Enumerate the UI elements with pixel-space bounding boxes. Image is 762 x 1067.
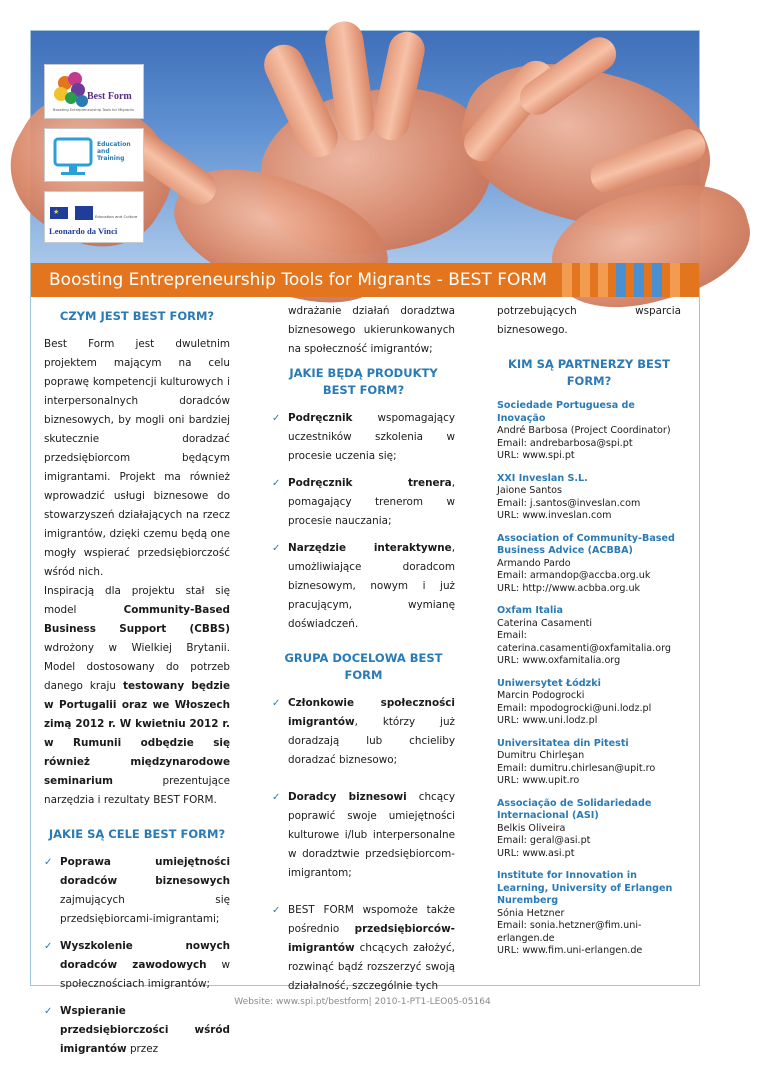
best-form-logo-name: Best Form: [87, 91, 132, 102]
partner-detail[interactable]: URL: www.oxfamitalia.org: [497, 655, 621, 666]
cbbs-model: Community-Based Business Support (CBBS): [44, 604, 230, 635]
partner-entry: [497, 400, 681, 463]
goals-continuation: wdrażanie działań doradztwa biznesowego ukierunkowanych na społeczność imigrantów;: [288, 305, 455, 355]
partner-name: Institute for Innovation in Learning, University of Erlangen Nuremberg: [497, 870, 673, 906]
partner-entry: [497, 678, 681, 728]
column-1: [44, 302, 230, 1067]
best-form-logo: [44, 64, 144, 119]
partner-name: Uniwersytet Łódzki: [497, 677, 601, 689]
partner-detail[interactable]: Email: sonia.hetzner@fim.uni-erlangen.de: [497, 920, 642, 944]
partner-detail[interactable]: URL: www.uni.lodz.pl: [497, 715, 598, 726]
partner-entry: [497, 798, 681, 861]
partner-detail[interactable]: URL: www.spi.pt: [497, 450, 575, 461]
partner-name: Associação de Solidariedade Internacional (ASI): [497, 797, 652, 821]
leonardo-logo: [44, 191, 144, 243]
partner-detail: Belkis Oliveira: [497, 822, 566, 834]
target-list: [272, 694, 455, 996]
list-item: ✓ Wyszkolenie nowych doradców zawodowych w społecznościach imigrantów;: [44, 937, 230, 994]
partner-detail[interactable]: URL: http://www.acbba.org.uk: [497, 582, 641, 594]
heading-goals: JAKIE SĄ CELE BEST FORM?: [48, 827, 226, 841]
partner-detail[interactable]: Email: armandop@accba.org.uk: [497, 570, 651, 581]
list-item: ✓ Podręcznik trenera, pomagający trenerom w procesie nauczania;: [272, 474, 455, 531]
column-3: [497, 302, 681, 968]
heading-what-is: CZYM JEST BEST FORM?: [59, 309, 215, 323]
list-item: ✓ Członkowie społeczności imigrantów, którzy już doradzają lub chcieliby doradzać biznesowo;: [272, 694, 455, 770]
column-2: [272, 302, 455, 1004]
partner-name: XXI Inveslan S.L.: [497, 472, 588, 484]
partner-detail: Marcin Podogrocki: [497, 690, 585, 701]
education-training-logo: [44, 128, 144, 182]
partner-detail: Email:: [497, 630, 527, 641]
footer-website: Website: www.spi.pt/bestform| 2010-1-PT1-LEO05-05164: [234, 997, 491, 1007]
list-item: ✓ Poprawa umiejętności doradców biznesowych zajmujących się przedsiębiorcami-imigrantami;: [44, 853, 230, 929]
list-item: ✓ BEST FORM wspomoże także pośrednio przedsiębiorców-imigrantów chcących założyć, rozwinąć bądź rozszerzyć swoją działalność, szczególnie tych: [272, 901, 455, 996]
partner-detail: caterina.casamenti@oxfamitalia.org: [497, 642, 671, 654]
partner-detail: Dumitru Chirleşan: [497, 750, 585, 761]
education-training-text: Education and Training: [97, 141, 131, 162]
seminar-text: prezentujące narzędzia i rezultaty BEST FORM.: [44, 775, 230, 806]
partner-detail: Armando Pardo: [497, 557, 571, 569]
page-title: Boosting Entrepreneurship Tools for Migrants - BEST FORM: [31, 263, 699, 297]
best-form-logo-tagline: Boosting Entrepreneurship Tools for Migrants: [53, 108, 134, 112]
list-item: ✓ Wspieranie przedsiębiorczości wśród imigrantów przez: [44, 1002, 230, 1059]
list-item: ✓ Narzędzie interaktywne, umożliwiające doradcom biznesowym, nowym i już pracującym, wymianę doświadczeń.: [272, 539, 455, 634]
products-list: [272, 409, 455, 634]
partner-name: Sociedade Portuguesa de Inovação: [497, 400, 635, 424]
heading-partners: KIM SĄ PARTNERZY BEST FORM?: [507, 357, 671, 388]
ll-text: Education and Culture: [95, 214, 138, 219]
partner-entry: [497, 870, 681, 958]
partner-detail[interactable]: Email: mpodogrocki@uni.lodz.pl: [497, 702, 652, 714]
partner-detail[interactable]: URL: www.asi.pt: [497, 847, 575, 859]
partner-detail: Sónia Hetzner: [497, 907, 565, 919]
heading-products: JAKIE BĘDĄ PRODUKTY BEST FORM?: [289, 366, 438, 397]
partner-name: Oxfam Italia: [497, 605, 564, 616]
target-continuation: potrzebujących wsparcia biznesowego.: [497, 305, 681, 336]
partner-detail: Caterina Casamenti: [497, 617, 593, 629]
list-item: ✓ Doradcy biznesowi chcący poprawić swoje umiejętności kulturowe i/lub interpersonalne w doradztwie przedsiębiorcom-imigrantom;: [272, 788, 455, 883]
partner-detail[interactable]: Email: dumitru.chirlesan@upit.ro: [497, 762, 656, 774]
partner-detail[interactable]: Email: j.santos@inveslan.com: [497, 497, 641, 509]
partners-list: [497, 400, 681, 958]
eu-flag-icon: ★: [50, 207, 68, 219]
partner-entry: [497, 605, 681, 668]
leonardo-text: Leonardo da Vinci: [49, 226, 118, 236]
partner-detail[interactable]: Email: geral@asi.pt: [497, 835, 591, 846]
ll-icon: [75, 206, 93, 220]
intro-paragraph: Best Form jest dwuletnim projektem mającym na celu poprawę kompetencji kulturowych i interpersonalnych doradców biznesowych, by mogli oni bardziej skutecznie doradzać przedsiębiorcom będącym imigrantami. Projekt ma również wprowadzić usługi biznesowe do stowarzyszeń działających na rzecz imigrantów, dzięki czemu będą one mogły wspierać przedsiębiorczość wśród nich.: [44, 338, 230, 578]
partner-name: Universitatea din Pitesti: [497, 737, 629, 749]
testing-schedule: testowany będzie w Portugalii oraz we Włoszech zimą 2012 r. W kwietniu 2012 r. w Rumunii odbędzie się również międzynarodowe seminarium: [44, 680, 230, 787]
inspiration-text-2: wdrożony w Wielkiej Brytanii. Model dostosowany do potrzeb danego kraju: [44, 642, 230, 692]
partner-detail[interactable]: URL: www.fim.uni-erlangen.de: [497, 945, 643, 956]
partner-entry: [497, 473, 681, 523]
partner-name: Association of Community-Based Business Advice (ACBBA): [497, 532, 675, 556]
partner-detail: Jaione Santos: [497, 485, 562, 496]
inspiration-paragraph: [44, 582, 230, 810]
list-item: ✓ Podręcznik wspomagający uczestników szkolenia w procesie uczenia się;: [272, 409, 455, 466]
goals-list: [44, 853, 230, 1059]
heading-target-group: GRUPA DOCELOWA BEST FORM: [284, 651, 443, 682]
partner-entry: [497, 738, 681, 788]
partner-detail: André Barbosa (Project Coordinator): [497, 425, 671, 436]
inspiration-text: Inspiracją dla projektu stał się model: [44, 585, 230, 616]
partner-entry: [497, 533, 681, 596]
partner-detail[interactable]: URL: www.upit.ro: [497, 775, 580, 786]
partner-detail[interactable]: URL: www.inveslan.com: [497, 510, 612, 521]
partner-detail[interactable]: Email: andrebarbosa@spi.pt: [497, 437, 633, 449]
